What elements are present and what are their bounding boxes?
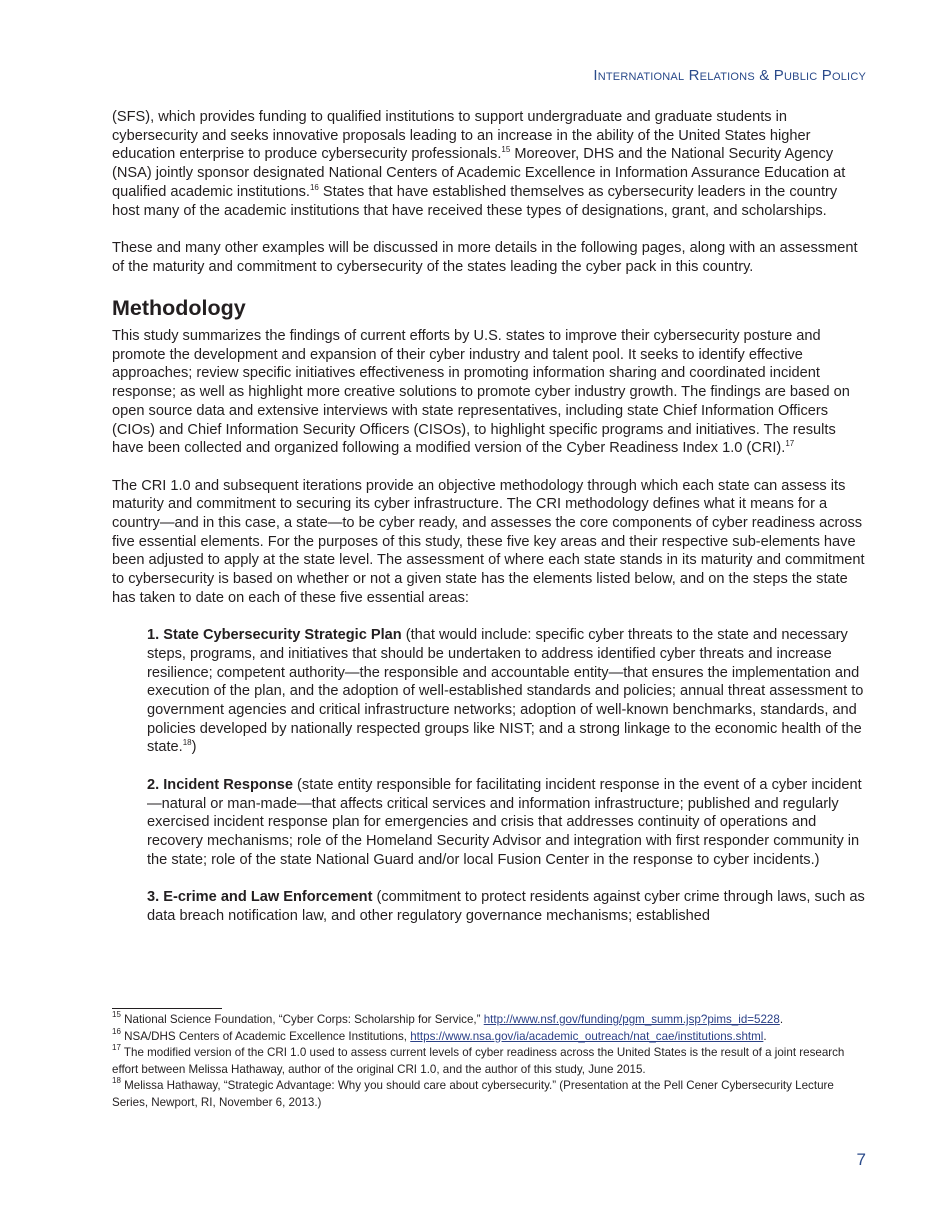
paragraph-sfs: [112, 108, 868, 220]
footnote-number: 16: [112, 1026, 121, 1036]
footnote-ref: 15: [501, 145, 511, 155]
footnote-16: [112, 1026, 868, 1046]
footnote-text: .: [763, 1029, 767, 1043]
list-item-text: (state entity responsible for facilitating incident response in the event of a cyber incident—natural or man-made—that affects critical services and information infrastructure; published and regularly exercised incident response plan for emergencies and crisis that addresses continuity of operations and recovery mechanisms; role of the Homeland Security Advisor and integration with first responder community in the state; role of the state National Guard and/or local Fusion Center in the response to cyber incidents.): [147, 776, 862, 868]
paragraph-study-summary: [112, 327, 868, 458]
footnote-text: Melissa Hathaway, “Strategic Advantage: Why you should care about cybersecurity.” (Presentation at the Pell Cener Cybersecurity Lecture Series, Newport, RI, November 6, 2013.): [112, 1079, 834, 1109]
footnote-ref: 17: [785, 439, 795, 449]
paragraph-text: (SFS), which provides funding to qualified institutions to support undergraduate and graduate students in cybersecurity and seeks innovative proposals leading to an increase in the ability of the United States higher education enterprise to produce cybersecurity professionals.: [112, 109, 811, 163]
footnote-link[interactable]: http://www.nsf.gov/funding/pgm_summ.jsp?pims_id=5228: [483, 1013, 780, 1026]
section-heading-methodology: Methodology: [112, 296, 246, 320]
paragraph-cri: The CRI 1.0 and subsequent iterations provide an objective methodology through which each state can assess its maturity and commitment to securing its cyber infrastructure. The CRI methodology defines what it means for a country—and in this case, a state—to be cyber ready, and assesses the core components of cyber readiness across five essential elements. For the purposes of this study, these five key areas and their respective sub-elements have been adjusted to apply at the state level. The assessment of where each state stands in its maturity and commitment to cybersecurity is based on whether or not a given state has the elements listed below, and on the steps the state has taken to date on each of these five essential areas:: [112, 477, 865, 606]
paragraph-text: This study summarizes the findings of current efforts by U.S. states to improve their cybersecurity posture and promote the development and expansion of their cyber industry and talent pool. It seeks to identify effective approaches; review specific initiatives effectiveness in promoting information sharing and coordinated incident response; as well as highlight more creative solutions to promote cyber industry growth. The findings are based on open source data and extensive interviews with state representatives, including state Chief Information Officers (CIOs) and Chief Information Security Officers (CISOs), to highlight specific programs and initiatives. The results have been collected and organized following a modified version of the Cyber Readiness Index 1.0 (CRI).: [112, 328, 850, 457]
page-body: [112, 108, 868, 944]
footnote-number: 15: [112, 1010, 121, 1019]
footnote-text: NSA/DHS Centers of Academic Excellence Institutions,: [120, 1029, 411, 1043]
list-item-strategic-plan: [112, 626, 868, 757]
footnote-17: [112, 1045, 868, 1078]
footnote-18: [112, 1078, 868, 1111]
footnotes: [112, 1008, 868, 1112]
paragraph-examples: These and many other examples will be discussed in more details in the following pages, along with an assessment of the maturity and commitment to cybersecurity of the states leading the cyber pack in this country.: [112, 239, 858, 275]
running-header: International Relations & Public Policy: [593, 67, 866, 84]
footnote-ref: 18: [182, 738, 192, 748]
list-item-incident-response: [112, 776, 868, 870]
list-item-title: 3. E-crime and Law Enforcement: [147, 889, 373, 906]
footnote-number: 17: [112, 1043, 121, 1053]
footnote-15: [112, 1012, 868, 1029]
footnote-ref: 16: [309, 182, 319, 192]
list-item-title: 2. Incident Response: [147, 776, 293, 793]
footnote-text: National Science Foundation, “Cyber Corps: Scholarship for Service,”: [120, 1013, 484, 1026]
footnote-text: The modified version of the CRI 1.0 used to assess current levels of cyber readiness across the United States is the result of a joint research effort between Melissa Hathaway, author of the original CRI 1.0, and the author of this study, June 2015.: [112, 1046, 845, 1076]
list-item-title: 1. State Cybersecurity Strategic Plan: [147, 627, 402, 644]
footnote-divider: [112, 1008, 222, 1009]
list-item-ecrime: [112, 888, 868, 925]
list-item-text: ): [191, 739, 197, 756]
paragraph-text: Moreover, DHS and the National Security Agency (NSA) jointly sponsor designated National Centers of Academic Excellence in Information Assurance Education at qualified academic institutions.: [112, 146, 846, 200]
list-item-text: (that would include: specific cyber threats to the state and necessary steps, programs, and initiatives that should be undertaken to address identified cyber threats and increase resilience; competent authority—the responsible and accountable entity—that ensures the implementation and execution of the plan, and the adoption of well-established standards and policies; annual threat assessment to government agencies and critical infrastructure networks; adoption of well-known benchmarks, standards, and policies developed by nationally respected groups like NIST; and a strong linkage to the economic health of the state.: [147, 627, 864, 756]
list-item-text: (commitment to protect residents against cyber crime through laws, such as data breach notification law, and other regulatory governance mechanisms; established: [147, 889, 865, 924]
footnote-link[interactable]: https://www.nsa.gov/ia/academic_outreach/nat_cae/institutions.shtml: [410, 1029, 764, 1043]
page-number: 7: [856, 1150, 866, 1169]
footnote-number: 18: [112, 1076, 121, 1086]
paragraph-text: States that have established themselves as cybersecurity leaders in the country host many of the academic institutions that have received these types of designations, grant, and scholarships.: [112, 183, 838, 219]
footnote-text: .: [779, 1013, 784, 1026]
